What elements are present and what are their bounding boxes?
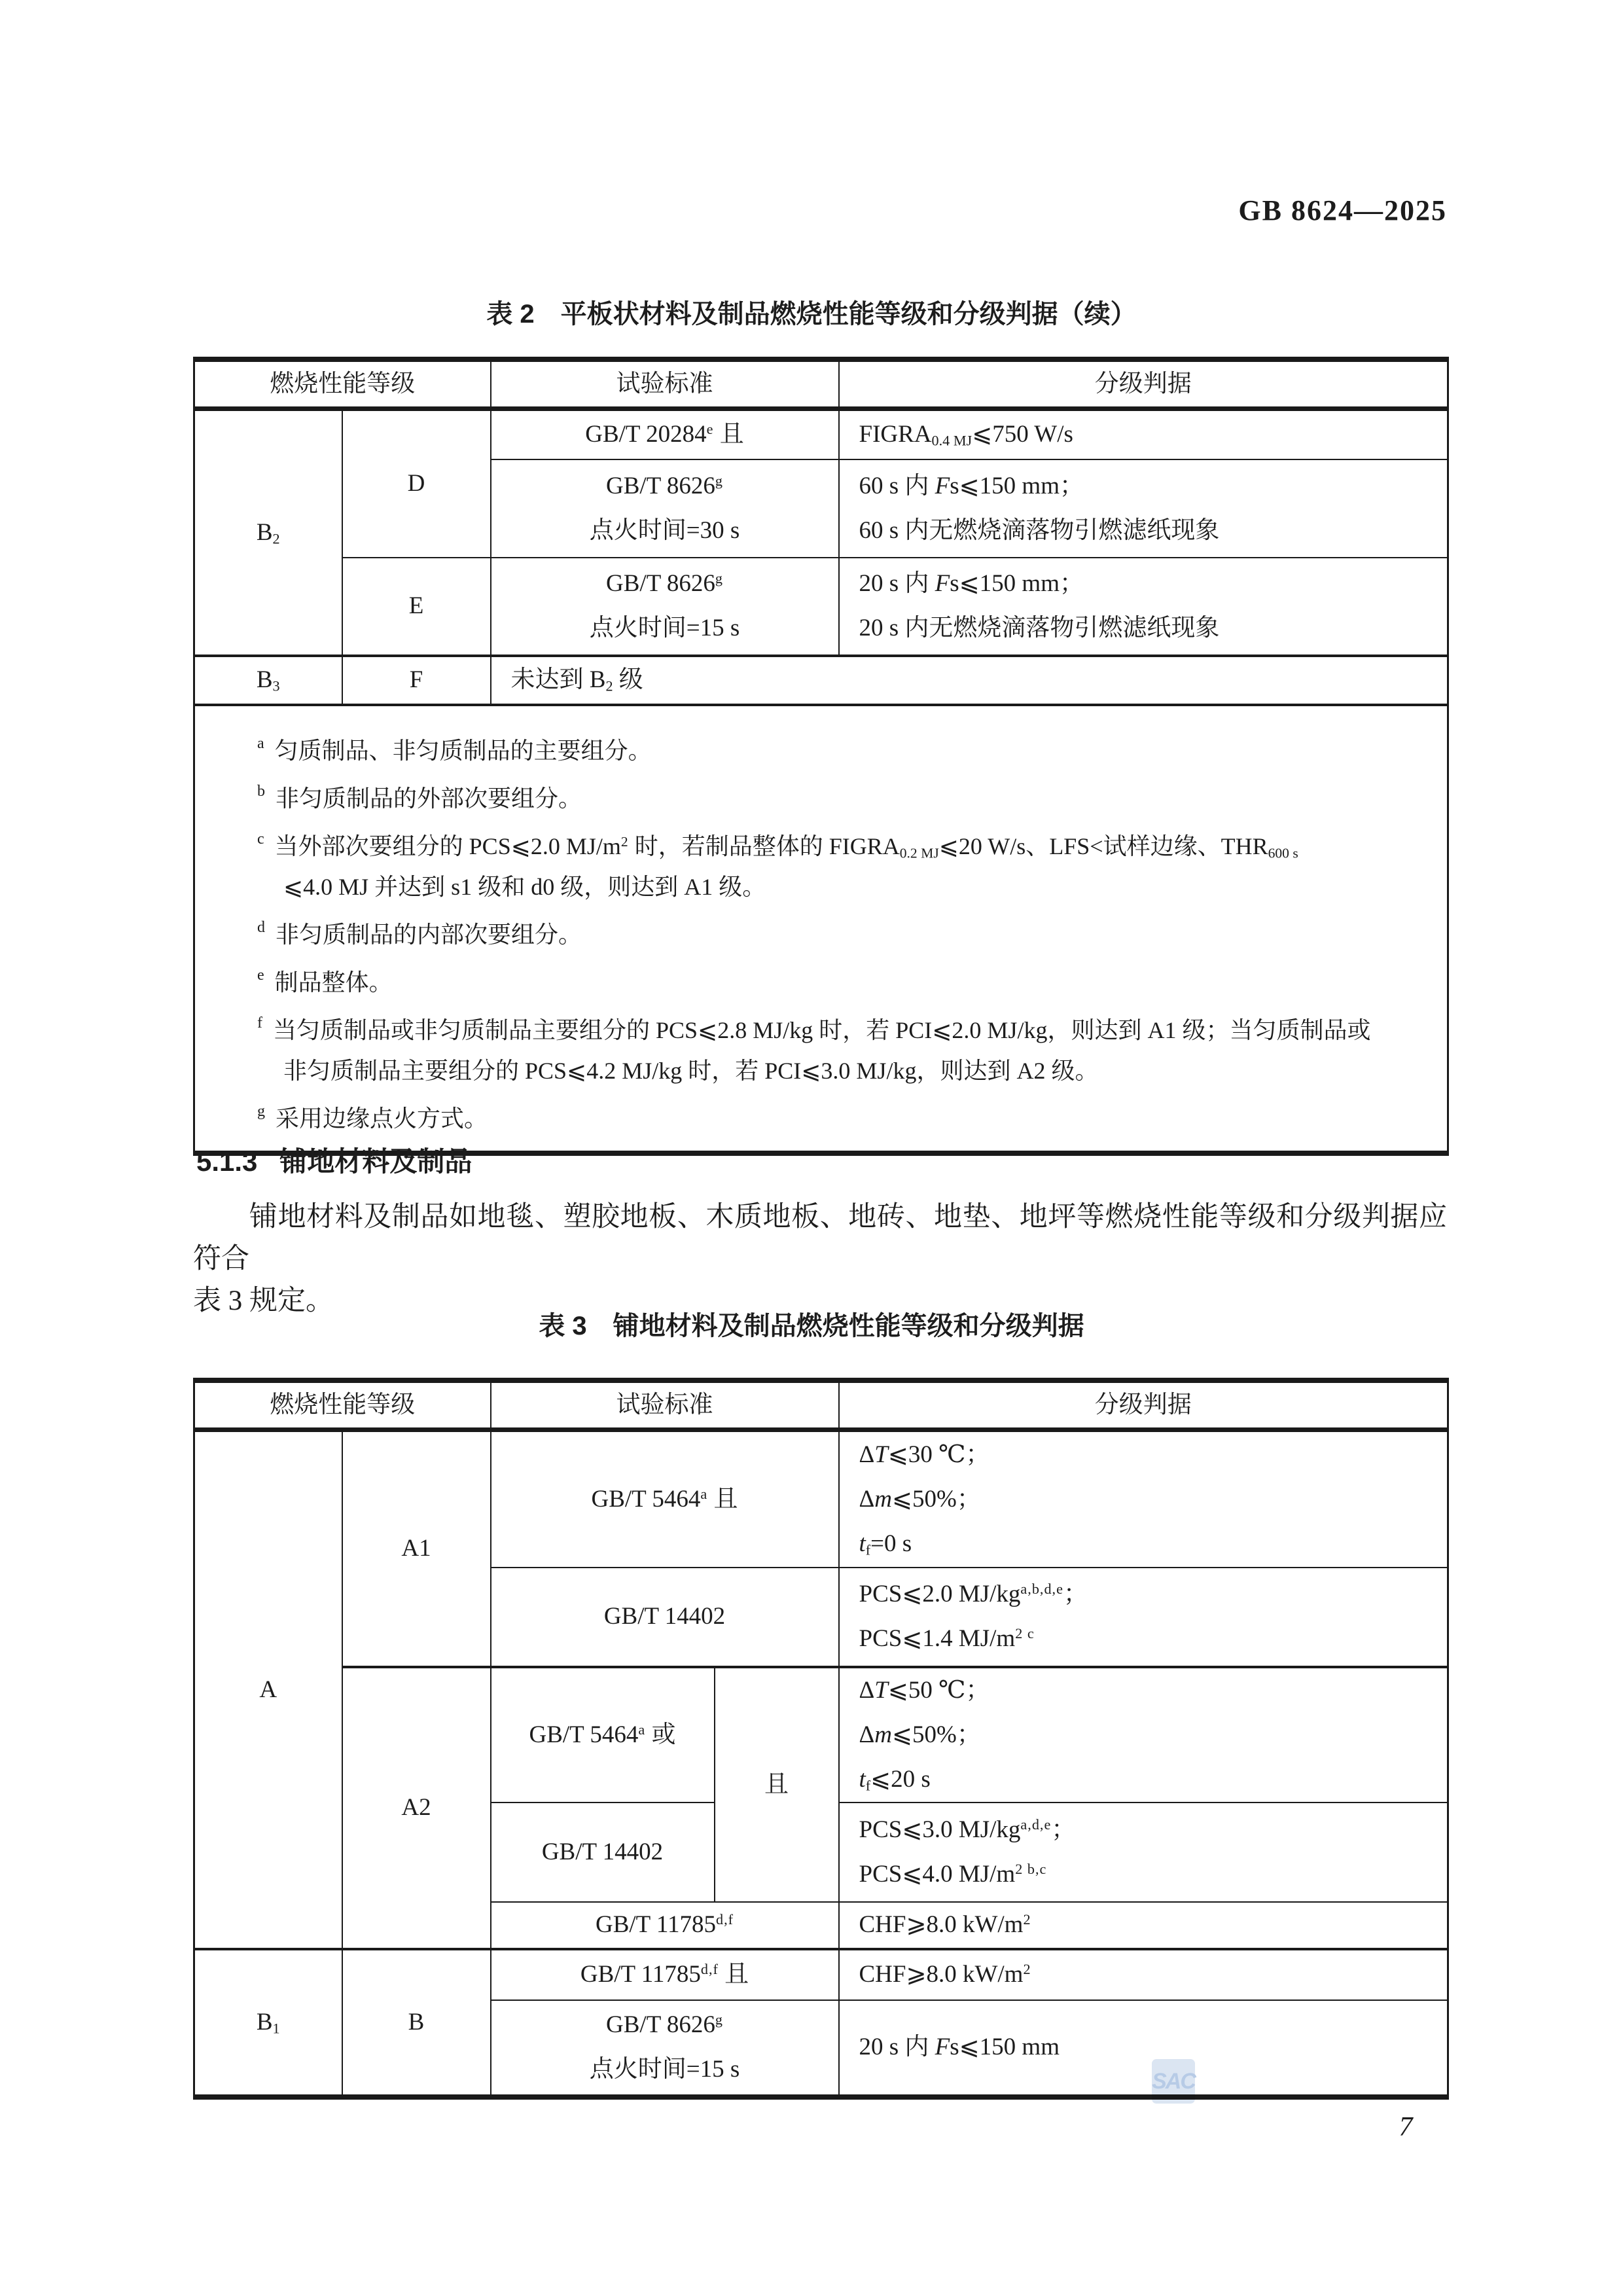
cell-b1r1-standard: GB/T 11785$^{d,f}$ 且 xyxy=(491,1949,839,2000)
section-number: 5.1.3 xyxy=(196,1146,258,1177)
cell-class-e: E xyxy=(342,558,491,656)
table3-row-a2-1 xyxy=(194,1667,1448,1803)
table2-header-criteria: 分级判据 xyxy=(839,359,1448,409)
section-paragraph: 铺地材料及制品如地毯、塑胶地板、木质地板、地砖、地垫、地坪等燃烧性能等级和分级判据应符合 表 3 规定。 xyxy=(193,1202,1447,1316)
table2-title: 表 2 平板状材料及制品燃烧性能等级和分级判据（续） xyxy=(486,300,1137,329)
table3-flooring-materials xyxy=(193,1378,1449,2100)
cell-class-d: D xyxy=(342,409,491,558)
cell-b1r2-criteria: 20 s 内 Fs⩽150 mm xyxy=(839,2000,1448,2097)
footnote-text: 制品整体。 xyxy=(274,969,393,996)
footnote-g xyxy=(195,1091,1421,1139)
cell-a2r2-standard: GB/T 14402 xyxy=(491,1803,715,1902)
table3-title: 表 3 铺地材料及制品燃烧性能等级和分级判据 xyxy=(539,1312,1084,1340)
table3-row-a1-1 xyxy=(194,1430,1448,1568)
cell-f1-criteria: 未达到 $B_2$ 级 xyxy=(491,656,1448,705)
cell-d2-standard: GB/T 8626$^g$ 点火时间=30 s xyxy=(491,459,839,558)
cell-a1r1-standard: GB/T 5464$^a$ 且 xyxy=(491,1430,839,1568)
cell-d1-criteria: $FIGRA_{0.4 MJ}⩽750$ W/s xyxy=(839,409,1448,459)
cell-d2-criteria: 60 s 内 Fs⩽150 mm； 60 s 内无燃烧滴落物引燃滤纸现象 xyxy=(839,459,1448,558)
footnote-text: 当外部次要组分的 PCS⩽2.0 $MJ/m^2$ 时，若制品整体的 $FIGRA_{0.2 MJ}⩽20$ W/s、LFS<试样边缘、$THR_{600 s}$ ⩽4.0 MJ 并达到 s1 级和 d0 级，则达到 A1 级。 xyxy=(274,833,1298,900)
cell-grade-b3: $B_3$ xyxy=(194,656,342,705)
table2-row-d1 xyxy=(194,409,1448,459)
footnote-key: a xyxy=(257,734,264,752)
cell-grade-a: A xyxy=(194,1430,342,1949)
table3-header-rating: 燃烧性能等级 xyxy=(194,1380,491,1430)
table2-header-row xyxy=(194,359,1448,409)
cell-class-a1: A1 xyxy=(342,1430,491,1667)
section-title: 铺地材料及制品 xyxy=(279,1146,473,1177)
cell-class-f: F xyxy=(342,656,491,705)
footnote-key: d xyxy=(257,918,265,936)
table2-header-rating: 燃烧性能等级 xyxy=(194,359,491,409)
table3-header-row xyxy=(194,1380,1448,1430)
cell-and-connector: 且 xyxy=(715,1667,839,1902)
footnote-key: e xyxy=(257,966,264,984)
footnote-key: b xyxy=(257,782,265,800)
cell-grade-b2: $B_2$ xyxy=(194,409,342,656)
cell-a1r1-criteria: ΔT⩽30 ℃； Δm⩽50%； $t_f=0$ s xyxy=(839,1430,1448,1568)
footnote-text: 当匀质制品或非匀质制品主要组分的 PCS⩽2.8 MJ/kg 时，若 PCI⩽2.0 MJ/kg，则达到 A1 级；当匀质制品或 非匀质制品主要组分的 PCS⩽4.2 MJ/kg 时，若 PCI⩽3.0 MJ/kg，则达到 A2 级。 xyxy=(273,1016,1371,1084)
cell-a1r2-standard: GB/T 14402 xyxy=(491,1568,839,1667)
cell-a2r1-criteria: ΔT⩽50 ℃； Δm⩽50%； $t_f⩽20$ s xyxy=(839,1667,1448,1803)
cell-class-b: B xyxy=(342,1949,491,2097)
table2-footnotes-row xyxy=(194,705,1448,1153)
table3-row-b1-1 xyxy=(194,1949,1448,2000)
table3-header-standard: 试验标准 xyxy=(491,1380,839,1430)
cell-b1r2-standard: GB/T 8626$^g$ 点火时间=15 s xyxy=(491,2000,839,2097)
table2-row-e xyxy=(194,558,1448,656)
table2-row-f xyxy=(194,656,1448,705)
cell-d1-standard: GB/T 20284e 且 xyxy=(491,409,839,459)
footnote-key: c xyxy=(257,830,264,848)
sac-watermark: SAC xyxy=(1152,2059,1195,2104)
section-heading-5-1-3 xyxy=(196,1140,472,1179)
footnote-f xyxy=(195,1003,1421,1091)
footnote-b xyxy=(195,771,1421,819)
cell-a1r2-criteria: PCS⩽2.0 MJ/kg$^{a,b,d,e}$； PCS⩽1.4 $MJ/m^{2 c}$ xyxy=(839,1568,1448,1667)
table2-footnotes xyxy=(194,705,1448,1153)
cell-a2r3-criteria: CHF⩾8.0 $kW/m^2$ xyxy=(839,1902,1448,1949)
cell-class-a2: A2 xyxy=(342,1667,491,1949)
footnote-d xyxy=(195,907,1421,955)
footnote-key: f xyxy=(257,1014,262,1031)
footnote-text: 非匀质制品的内部次要组分。 xyxy=(276,921,582,948)
footnote-text: 非匀质制品的外部次要组分。 xyxy=(276,785,582,812)
cell-a2r2-criteria: PCS⩽3.0 MJ/kg$^{a,d,e}$； PCS⩽4.0 $MJ/m^{2 b,c}$ xyxy=(839,1803,1448,1902)
cell-b1r1-criteria: CHF⩾8.0 $kW/m^2$ xyxy=(839,1949,1448,2000)
cell-e1-criteria: 20 s 内 Fs⩽150 mm； 20 s 内无燃烧滴落物引燃滤纸现象 xyxy=(839,558,1448,656)
cell-grade-b1: $B_1$ xyxy=(194,1949,342,2097)
footnote-e xyxy=(195,955,1421,1003)
footnote-text: 匀质制品、非匀质制品的主要组分。 xyxy=(274,737,652,764)
table3-header-criteria: 分级判据 xyxy=(839,1380,1448,1430)
cell-e1-standard: GB/T 8626$^g$ 点火时间=15 s xyxy=(491,558,839,656)
footnote-a xyxy=(195,723,1421,771)
table2-header-standard: 试验标准 xyxy=(491,359,839,409)
doc-code-header: GB 8624—2025 xyxy=(1238,194,1447,226)
footnote-text: 采用边缘点火方式。 xyxy=(276,1105,488,1132)
table2-flat-materials xyxy=(193,357,1449,1156)
cell-a2r1-standard: GB/T 5464$^a$ 或 xyxy=(491,1667,715,1803)
footnote-c xyxy=(195,819,1421,907)
page-number: 7 xyxy=(1399,2112,1413,2142)
cell-a2r3-standard: GB/T 11785$^{d,f}$ xyxy=(491,1902,839,1949)
footnote-key: g xyxy=(257,1102,265,1120)
